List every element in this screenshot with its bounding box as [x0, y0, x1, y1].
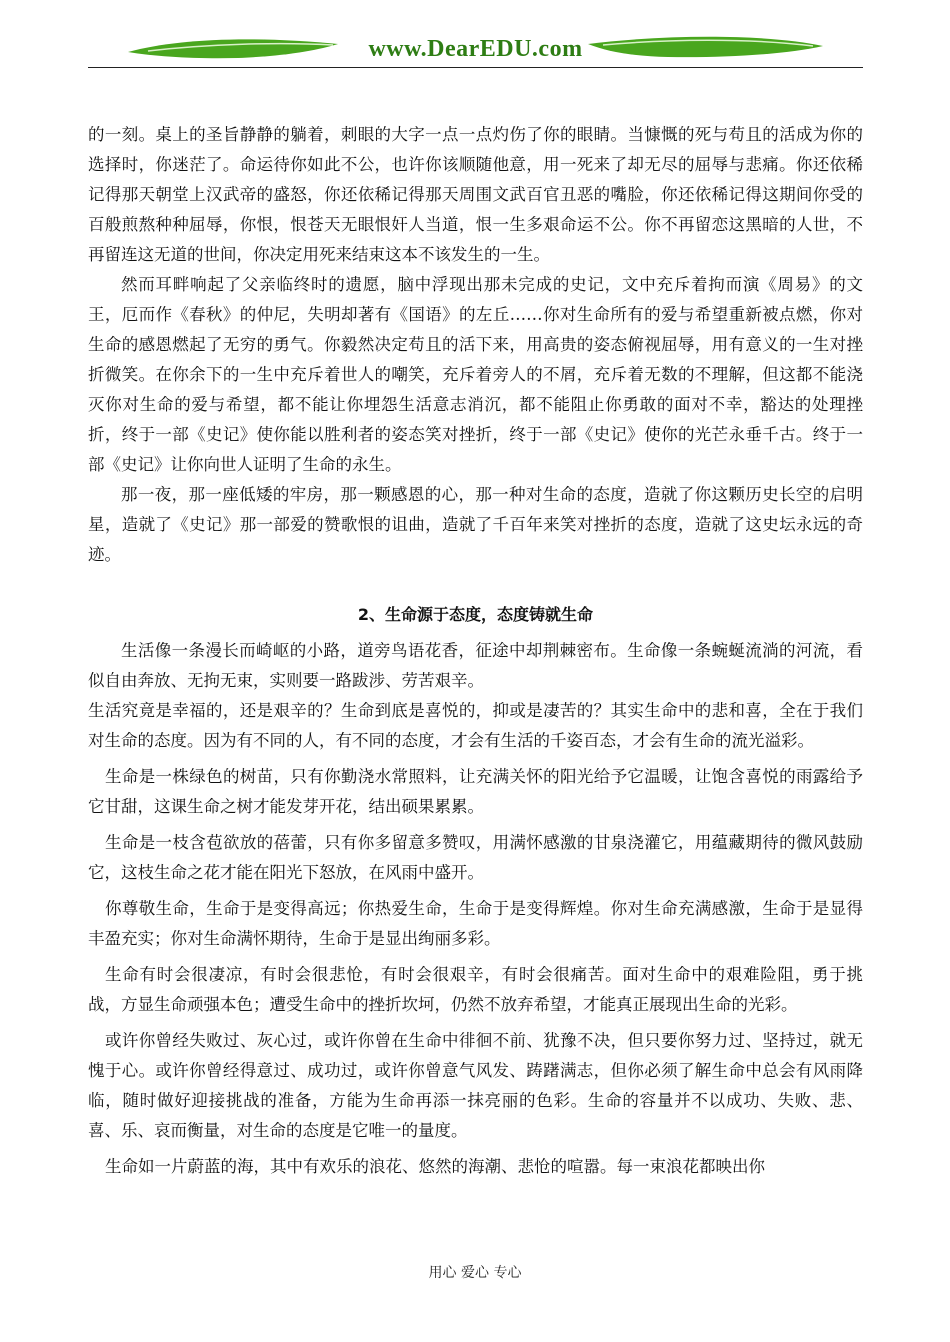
section-title: 2、生命源于态度，态度铸就生命	[357, 605, 594, 624]
paragraph: 生活像一条漫长而崎岖的小路，道旁鸟语花香，征途中却荆棘密布。生命像一条蜿蜒流淌的河流，看似自由奔放、无拘无束，实则要一路跋涉、劳苦艰辛。	[88, 641, 863, 690]
paragraph: 然而耳畔响起了父亲临终时的遗愿，脑中浮现出那未完成的史记，文中充斥着拘而演《周易》的文王，厄而作《春秋》的仲尼，失明却著有《国语》的左丘……你对生命所有的爱与希望重新被点燃，你对生命的感恩燃起了无穷的勇气。你毅然决定苟且的活下来，用高贵的姿态俯视屈辱，用有意义的一生对挫折微笑。在你余下的一生中充斥着世人的嘲笑，充斥着旁人的不屑，充斥着无数的不理解，但这都不能浇灭你对生命的爱与希望，都不能让你埋怨生活意志消沉，都不能阻止你勇敢的面对不幸，豁达的处理挫折，终于一部《史记》使你能以胜利者的姿态笑对挫折，终于一部《史记》使你的光芒永垂千古。终于一部《史记》让你向世人证明了生命的永生。	[88, 275, 863, 474]
paragraph: 生命有时会很凄凉，有时会很悲怆，有时会很艰辛，有时会很痛苦。面对生命中的艰难险阻，勇于挑战，方显生命顽强本色；遭受生命中的挫折坎坷，仍然不放弃希望，才能真正展现出生命的光彩。	[88, 965, 863, 1014]
paragraph: 生活究竟是幸福的，还是艰辛的？生命到底是喜悦的，抑或是凄苦的？其实生命中的悲和喜，全在于我们对生命的态度。因为有不同的人，有不同的态度，才会有生活的千姿百态，才会有生命的流光溢彩。	[88, 701, 863, 750]
document-body	[88, 120, 863, 1182]
paragraph: 生命是一枝含苞欲放的蓓蕾，只有你多留意多赞叹，用满怀感激的甘泉浇灌它，用蕴藏期待的微风鼓励它，这枝生命之花才能在阳光下怒放，在风雨中盛开。	[88, 833, 863, 882]
page-footer: 用心 爱心 专心	[428, 1265, 522, 1281]
paragraph: 或许你曾经失败过、灰心过，或许你曾在生命中徘徊不前、犹豫不决，但只要你努力过、坚持过，就无愧于心。或许你曾经得意过、成功过，或许你曾意气风发、踌躇满志，但你必须了解生命中总会有风雨降临，随时做好迎接挑战的准备，方能为生命再添一抹亮丽的色彩。生命的容量并不以成功、失败、悲、喜、乐、哀而衡量，对生命的态度是它唯一的量度。	[88, 1031, 863, 1140]
paragraph: 的一刻。桌上的圣旨静静的躺着，刺眼的大字一点一点灼伤了你的眼睛。当慷慨的死与苟且的活成为你的选择时，你迷茫了。命运待你如此不公，也许你该顺随他意，用一死来了却无尽的屈辱与悲痛。你还依稀记得那天朝堂上汉武帝的盛怒，你还依稀记得那天周围文武百官丑恶的嘴脸，你还依稀记得这期间你受的百般煎熬种种屈辱，你恨，恨苍天无眼恨奸人当道，恨一生多艰命运不公。你不再留恋这黑暗的人世，不再留连这无道的世间，你决定用死来结束这本不该发生的一生。	[88, 125, 863, 264]
paragraph: 那一夜，那一座低矮的牢房，那一颗感恩的心，那一种对生命的态度，造就了你这颗历史长空的启明星，造就了《史记》那一部爱的赞歌恨的诅曲，造就了千百年来笑对挫折的态度，造就了这史坛永远的奇迹。	[88, 485, 863, 564]
paragraph: 生命如一片蔚蓝的海，其中有欢乐的浪花、悠然的海潮、悲怆的喧嚣。每一束浪花都映出你	[105, 1157, 765, 1176]
site-header	[88, 30, 863, 70]
header-divider	[88, 67, 863, 68]
paragraph: 你尊敬生命，生命于是变得高远；你热爱生命，生命于是变得辉煌。你对生命充满感激，生命于是显得丰盈充实；你对生命满怀期待，生命于是显出绚丽多彩。	[88, 899, 863, 948]
paragraph: 生命是一株绿色的树苗，只有你勤浇水常照料，让充满关怀的阳光给予它温暖，让饱含喜悦的雨露给予它甘甜，这课生命之树才能发芽开花，结出硕果累累。	[88, 767, 863, 816]
site-logo-text: www.DearEDU.com	[368, 36, 583, 62]
